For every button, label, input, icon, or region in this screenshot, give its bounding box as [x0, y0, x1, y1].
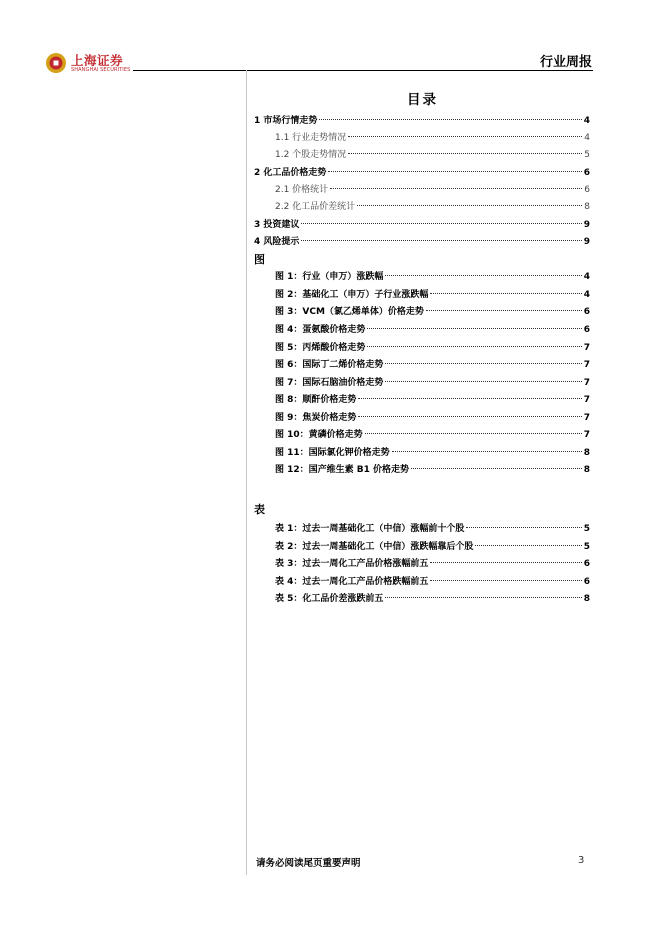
figure-entry[interactable]	[275, 270, 590, 284]
leader-dots	[330, 188, 582, 189]
leader-dots	[357, 205, 582, 206]
leader-dots	[385, 363, 581, 364]
figure-entry-page: 8	[583, 465, 590, 475]
figure-entry-label: 图 12：国产维生素 B1 价格走势	[275, 465, 410, 475]
figure-entry[interactable]	[275, 463, 590, 477]
table-entry[interactable]	[275, 540, 590, 554]
logo-text-en: SHANGHAI SECURITIES	[71, 67, 131, 73]
toc-entry-page: 5	[584, 150, 590, 160]
figure-entry[interactable]	[275, 358, 590, 372]
toc-entry-page: 9	[583, 220, 590, 230]
page-number: 3	[578, 855, 585, 866]
leader-dots	[358, 398, 581, 399]
leader-dots	[430, 562, 581, 563]
toc-entry[interactable]	[254, 114, 590, 128]
table-entry-page: 5	[583, 524, 590, 534]
toc-entry-page: 8	[584, 202, 590, 212]
figure-entry[interactable]	[275, 428, 590, 442]
figure-entry[interactable]	[275, 288, 590, 302]
figure-entry[interactable]	[275, 393, 590, 407]
toc-entry-label: 2.2 化工品价差统计	[275, 202, 356, 212]
toc-entry[interactable]	[254, 218, 590, 232]
toc-entry-page: 6	[584, 185, 590, 195]
table-entry-page: 6	[583, 559, 590, 569]
leader-dots	[367, 328, 581, 329]
toc-entry-page: 6	[583, 168, 590, 178]
toc-entry-page: 9	[583, 237, 590, 247]
page-header	[0, 0, 662, 80]
company-logo	[45, 50, 145, 78]
leader-dots	[367, 346, 581, 347]
figure-entry-page: 4	[583, 272, 590, 282]
leader-dots	[430, 293, 581, 294]
toc-entry-label: 4 风险提示	[254, 237, 300, 247]
figure-entry-page: 4	[583, 290, 590, 300]
leader-dots	[385, 597, 581, 598]
figure-entry-label: 图 11：国际氯化钾价格走势	[275, 448, 390, 458]
toc-entry-label: 3 投资建议	[254, 220, 300, 230]
leader-dots	[348, 136, 582, 137]
toc-entry-page: 4	[584, 133, 590, 143]
figure-entry-label: 图 6：国际丁二烯价格走势	[275, 360, 384, 370]
leader-dots	[426, 310, 582, 311]
toc-entry-label: 2 化工品价格走势	[254, 168, 327, 178]
toc-entry-label: 1.2 个股走势情况	[275, 150, 347, 160]
figure-entry[interactable]	[275, 305, 590, 319]
leader-dots	[328, 171, 581, 172]
leader-dots	[319, 119, 581, 120]
figure-entry[interactable]	[275, 446, 590, 460]
leader-dots	[430, 580, 581, 581]
figure-entry-label: 图 10：黄磷价格走势	[275, 430, 363, 440]
leader-dots	[365, 433, 582, 434]
toc-entry-label: 1.1 行业走势情况	[275, 133, 347, 143]
figure-entry-label: 图 7：国际石脑油价格走势	[275, 378, 384, 388]
figure-entry-label: 图 2：基础化工（申万）子行业涨跌幅	[275, 290, 429, 300]
figure-entry-label: 图 8：顺酐价格走势	[275, 395, 357, 405]
table-entry-label: 表 3：过去一周化工产品价格涨幅前五	[275, 559, 429, 569]
leader-dots	[348, 153, 582, 154]
table-entry-page: 5	[583, 542, 590, 552]
table-entry[interactable]	[275, 575, 590, 589]
leader-dots	[301, 240, 581, 241]
toc-title: 目录	[407, 92, 438, 108]
toc-entry[interactable]	[275, 200, 590, 214]
toc-entry[interactable]	[254, 235, 590, 249]
figure-entry-page: 8	[583, 448, 590, 458]
figure-entry-label: 图 4：蛋氨酸价格走势	[275, 325, 366, 335]
figure-entry-label: 图 1：行业（申万）涨跌幅	[275, 272, 384, 282]
figure-entry-page: 7	[583, 378, 590, 388]
leader-dots	[466, 527, 581, 528]
footer-disclaimer: 请务必阅读尾页重要声明	[256, 858, 361, 869]
figure-entry-label: 图 9：焦炭价格走势	[275, 413, 357, 423]
toc-entry-page: 4	[583, 116, 590, 126]
table-entry[interactable]	[275, 592, 590, 606]
figure-entry[interactable]	[275, 323, 590, 337]
toc-entry[interactable]	[275, 183, 590, 197]
leader-dots	[411, 468, 582, 469]
leader-dots	[385, 381, 581, 382]
figure-entry[interactable]	[275, 341, 590, 355]
toc-entry-label: 2.1 价格统计	[275, 185, 329, 195]
table-entry[interactable]	[275, 557, 590, 571]
figures-heading: 图	[254, 253, 265, 266]
figure-entry-label: 图 5：丙烯酸价格走势	[275, 343, 366, 353]
table-entry-label: 表 5：化工品价差涨跌前五	[275, 594, 384, 604]
figure-entry-page: 6	[583, 325, 590, 335]
table-entry-page: 6	[583, 577, 590, 587]
figure-entry[interactable]	[275, 376, 590, 390]
table-entry-page: 8	[583, 594, 590, 604]
leader-dots	[358, 416, 581, 417]
leader-dots	[385, 275, 581, 276]
header-divider	[133, 70, 593, 71]
logo-text-cn: 上海证券	[71, 53, 124, 68]
figure-entry-page: 7	[583, 360, 590, 370]
leader-dots	[301, 223, 581, 224]
leader-dots	[475, 545, 581, 546]
toc-entry[interactable]	[275, 131, 590, 145]
table-entry-label: 表 2：过去一周基础化工（中信）涨跌幅靠后个股	[275, 542, 474, 552]
figure-entry-page: 6	[583, 307, 590, 317]
figure-entry-page: 7	[583, 395, 590, 405]
left-margin-rule	[246, 70, 247, 875]
figure-entry-page: 7	[583, 430, 590, 440]
report-type-label: 行业周报	[539, 55, 592, 70]
leader-dots	[392, 451, 582, 452]
figure-entry-label: 图 3：VCM（氯乙烯单体）价格走势	[275, 307, 424, 317]
figure-entry-page: 7	[583, 413, 590, 423]
table-entry[interactable]	[275, 522, 590, 536]
toc-entry[interactable]	[254, 166, 590, 180]
toc-entry[interactable]	[275, 148, 590, 162]
table-entry-label: 表 1：过去一周基础化工（中信）涨幅前十个股	[275, 524, 465, 534]
table-entry-label: 表 4：过去一周化工产品价格跌幅前五	[275, 577, 429, 587]
logo-icon	[45, 52, 67, 74]
figure-entry-page: 7	[583, 343, 590, 353]
figure-entry[interactable]	[275, 411, 590, 425]
tables-heading: 表	[254, 503, 265, 516]
toc-entry-label: 1 市场行情走势	[254, 116, 318, 126]
